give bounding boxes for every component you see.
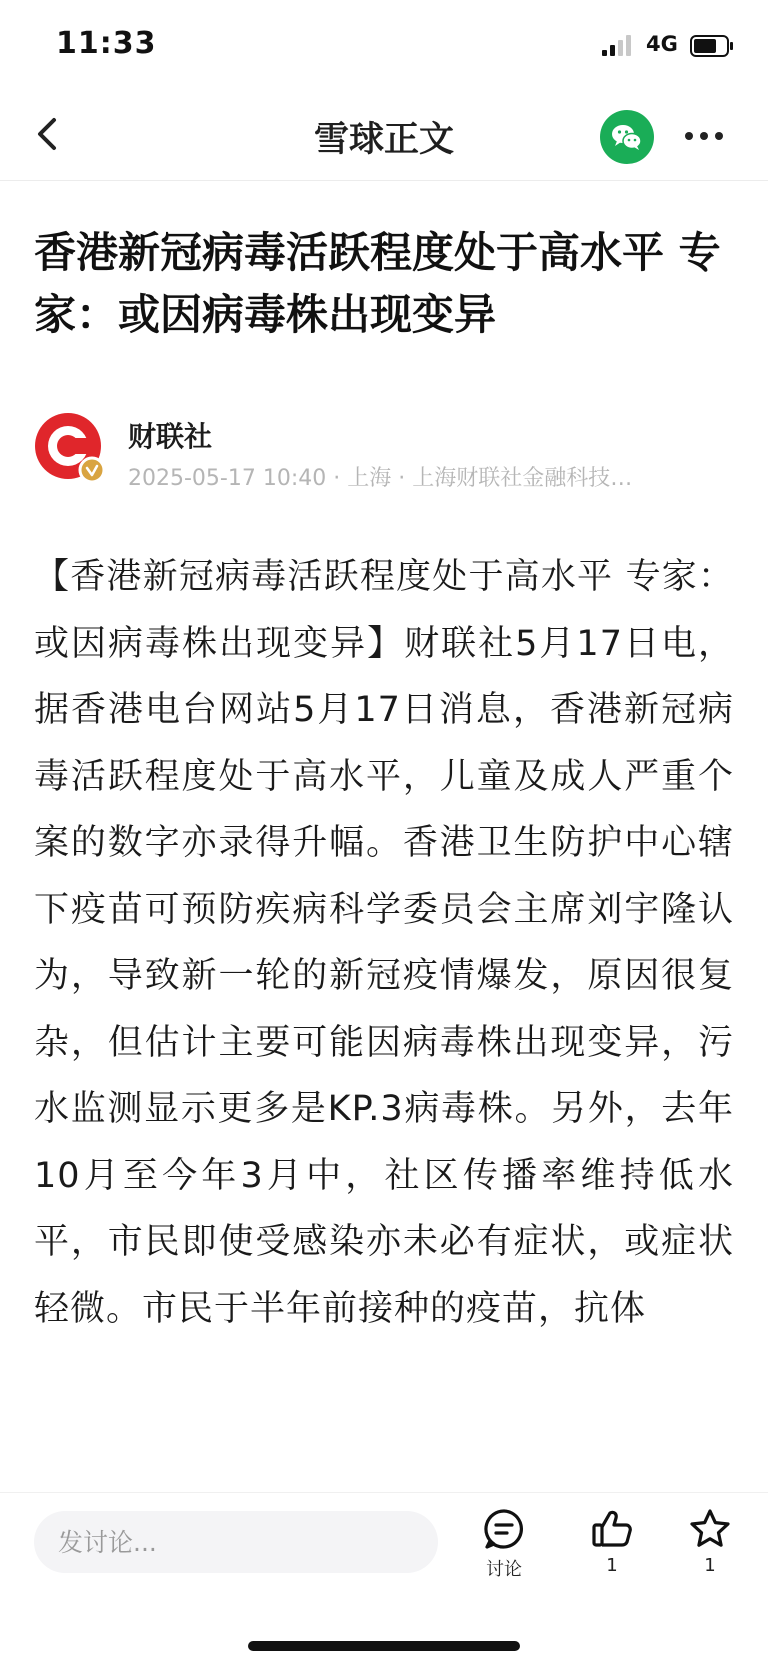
bottom-action-bar (0, 1492, 768, 1664)
favorite-button[interactable] (680, 1507, 740, 1576)
comment-input[interactable] (34, 1511, 438, 1573)
article-body: 【香港新冠病毒活跃程度处于高水平 专家：或因病毒株出现变异】财联社5月17日电，据香港电台网站5月17日消息，香港新冠病毒活跃程度处于高水平，儿童及成人严重个案的数字亦录得升幅。香港卫生防护中心辖下疫苗可预防疾病科学委员会主席刘宇隆认为，导致新一轮的新冠疫情爆发，原因很复杂，但估计主要可能因病毒株出现变异，污水监测显示更多是KP.3病毒株。另外，去年10月至今年3月中，社区传播率维持低水平，市民即使受感染亦未必有症状，或症状轻微。市民于半年前接种的疫苗，抗体 (34, 557, 734, 1329)
network-type: 4G (646, 32, 678, 56)
nav-bar (0, 92, 768, 181)
home-indicator[interactable] (248, 1641, 520, 1651)
favorite-star-icon (688, 1507, 732, 1551)
like-count: 1 (606, 1555, 618, 1576)
author-avatar[interactable] (34, 412, 106, 484)
like-icon (590, 1507, 634, 1551)
more-icon[interactable] (682, 124, 726, 148)
article-meta: 2025-05-17 10:40 · 上海 · 上海财联社金融科技… (128, 466, 633, 491)
verified-badge-icon (80, 458, 104, 482)
wechat-share-button[interactable] (600, 110, 654, 164)
discuss-button[interactable] (474, 1507, 534, 1581)
favorite-count: 1 (704, 1555, 716, 1576)
discuss-icon (482, 1507, 526, 1551)
discuss-label: 讨论 (486, 1559, 522, 1580)
wechat-share-icon (600, 110, 654, 164)
like-button[interactable] (582, 1507, 642, 1576)
status-bar (0, 0, 768, 92)
status-time: 11:33 (56, 26, 157, 61)
article-title: 香港新冠病毒活跃程度处于高水平 专家：或因病毒株出现变异 (34, 228, 721, 339)
signal-icon (602, 34, 636, 56)
page-title: 雪球正文 (313, 120, 454, 160)
battery-icon (690, 35, 734, 57)
content-fade (0, 1436, 768, 1496)
author-name[interactable]: 财联社 (128, 420, 213, 453)
